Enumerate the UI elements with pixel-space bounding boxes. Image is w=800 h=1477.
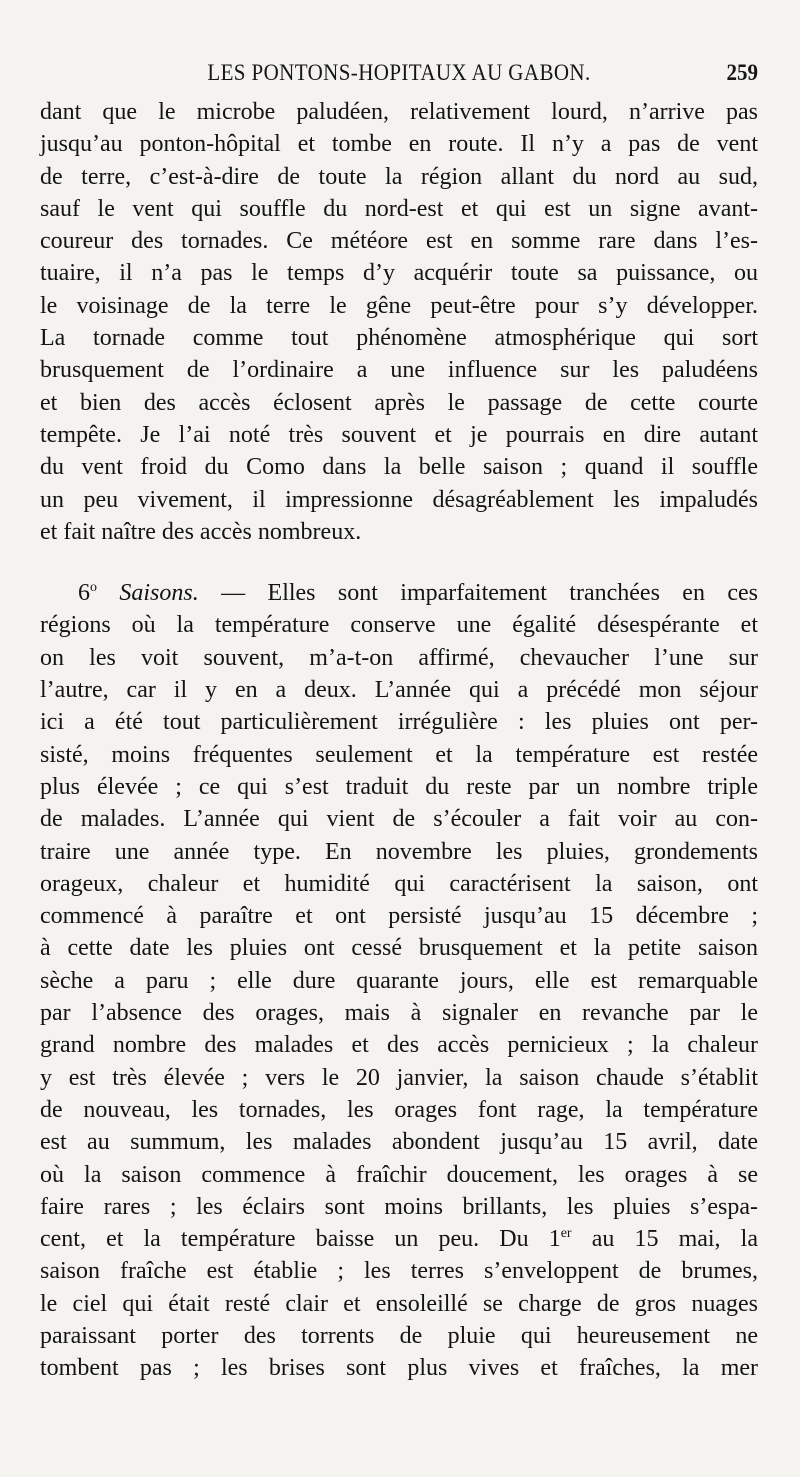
- text-line: sisté, moins fréquentes seulement et la température est restée: [40, 741, 758, 768]
- text-line: coureur des tornades. Ce météore est en somme rare dans l’es-: [40, 228, 758, 255]
- text-line: le voisinage de la terre le gêne peut-être pour s’y développer.: [40, 292, 758, 319]
- text-line: est au summum, les malades abondent jusqu’au 15 avril, date: [40, 1129, 758, 1156]
- text-line: de nouveau, les tornades, les orages font rage, la température: [40, 1096, 758, 1123]
- paragraph-gap: [40, 548, 758, 577]
- text-line: à cette date les pluies ont cessé brusquement et la petite saison: [40, 935, 758, 962]
- text-line: de malades. L’année qui vient de s’écouler a fait voir au con-: [40, 806, 758, 833]
- text-line: où la saison commence à fraîchir doucement, les orages à se: [40, 1161, 758, 1188]
- running-header: [40, 58, 758, 92]
- text-line: commencé à paraître et ont persisté jusqu’au 15 décembre ;: [40, 903, 758, 930]
- body-text: [40, 96, 758, 1385]
- text-line: régions où la température conserve une égalité désespérante et: [40, 612, 758, 639]
- section-heading-line: [40, 577, 758, 609]
- text-line: sauf le vent qui souffle du nord-est et qui est un signe avant-: [40, 195, 758, 222]
- text-line: un peu vivement, il impressionne désagréablement les impaludés: [40, 486, 758, 513]
- text-line: dant que le microbe paludéen, relativement lourd, n’arrive pas: [40, 99, 758, 125]
- section-heading: Saisons.: [119, 580, 199, 607]
- text-line: par l’absence des orages, mais à signaler en revanche par le: [40, 1000, 758, 1027]
- text-line: sèche a paru ; elle dure quarante jours, elle est remarquable: [40, 967, 758, 994]
- text-line: tombent pas ; les brises sont plus vives et fraîches, la mer: [40, 1355, 758, 1382]
- text-line: saison fraîche est établie ; les terres s’enveloppent de brumes,: [40, 1258, 758, 1285]
- page-number: 259: [726, 58, 758, 86]
- running-title: LES PONTONS-HOPITAUX AU GABON.: [207, 58, 591, 86]
- text-line: grand nombre des malades et des accès pernicieux ; la chaleur: [40, 1032, 758, 1059]
- text-line: plus élevée ; ce qui s’est traduit du reste par un nombre triple: [40, 773, 758, 800]
- text-line: brusquement de l’ordinaire a une influence sur les paludéens: [40, 357, 758, 384]
- text-line: et bien des accès éclosent après le passage de cette courte: [40, 389, 758, 416]
- line-text-before: cent, et la température baisse un peu. Du 1: [40, 1226, 561, 1253]
- line-text-after: au 15 mai, la: [571, 1226, 758, 1253]
- text-line: tuaire, il n’a pas le temps d’y acquérir toute sa puissance, ou: [40, 260, 758, 287]
- text-line: on les voit souvent, m’a-t-on affirmé, chevaucher l’une sur: [40, 644, 758, 671]
- text-line: ici a été tout particulièrement irrégulière : les pluies ont per-: [40, 709, 758, 736]
- text-line: le ciel qui était resté clair et ensoleillé se charge de gros nuages: [40, 1290, 758, 1317]
- text-line: y est très élevée ; vers le 20 janvier, la saison chaude s’établit: [40, 1064, 758, 1091]
- text-line-with-superscript: [40, 1223, 758, 1255]
- paragraph-1: [40, 96, 758, 548]
- ordinal-superscript: er: [560, 1226, 572, 1242]
- text-line: faire rares ; les éclairs sont moins brillants, les pluies s’espa-: [40, 1193, 758, 1220]
- text-line: paraissant porter des torrents de pluie qui heureusement ne: [40, 1322, 758, 1349]
- heading-line-text: — Elles sont imparfaitement tranchées en ces: [198, 580, 758, 607]
- text-line: du vent froid du Como dans la belle saison ; quand il souffle: [40, 454, 758, 481]
- section-number-superscript: o: [90, 580, 97, 596]
- text-line: de terre, c’est-à-dire de toute la région allant du nord au sud,: [40, 163, 758, 190]
- text-line: La tornade comme tout phénomène atmosphérique qui sort: [40, 325, 758, 352]
- text-line: jusqu’au ponton-hôpital et tombe en route. Il n’y a pas de vent: [40, 131, 758, 158]
- text-line: et fait naître des accès nombreux.: [40, 518, 362, 545]
- paragraph-2: [40, 577, 758, 1384]
- text-line: traire une année type. En novembre les pluies, grondements: [40, 838, 758, 865]
- text-line: tempête. Je l’ai noté très souvent et je pourrais en dire autant: [40, 421, 758, 448]
- section-number: 6: [78, 580, 90, 607]
- text-line: orageux, chaleur et humidité qui caractérisent la saison, ont: [40, 870, 758, 897]
- text-line: l’autre, car il y en a deux. L’année qui a précédé mon séjour: [40, 677, 758, 704]
